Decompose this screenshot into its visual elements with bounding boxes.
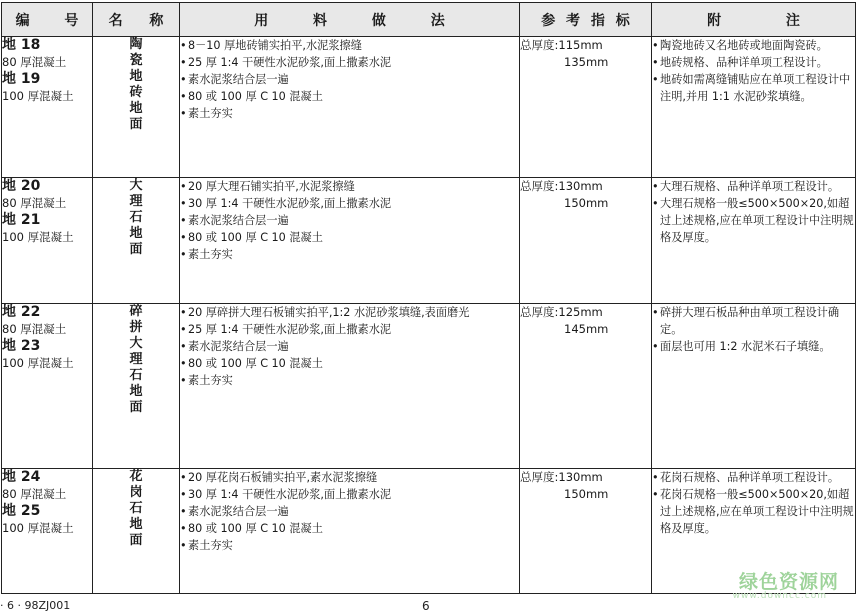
header-note: 附 注 <box>652 3 856 37</box>
code-secondary: 地 19 <box>2 71 41 87</box>
floor-name: 碎拼大理石地面 <box>129 303 143 415</box>
note-list <box>652 469 855 537</box>
code-primary-desc: 80 厚混凝土 <box>2 196 67 211</box>
note-cell <box>652 178 856 303</box>
total-thickness: 总厚度:130mm <box>520 469 603 484</box>
method-step: • 素土夯实 <box>180 105 519 122</box>
name-cell <box>93 178 180 303</box>
method-step: • 20 厚花岗石板铺实拍平,素水泥浆擦缝 <box>180 469 519 486</box>
watermark-url: www.downcc.com <box>732 591 827 601</box>
header-code: 编 号 <box>2 3 93 37</box>
method-step: • 30 厚 1:4 干硬性水泥砂浆,面上撒素水泥 <box>180 486 519 503</box>
note-cell <box>652 303 856 468</box>
method-step: • 素土夯实 <box>180 246 519 263</box>
note-item: • 陶瓷地砖又名地砖或地面陶瓷砖。 <box>652 37 855 54</box>
floor-spec-table <box>1 2 856 594</box>
method-step: • 30 厚 1:4 干硬性水泥砂浆,面上撒素水泥 <box>180 195 519 212</box>
method-cell <box>180 303 520 468</box>
total-thickness-alt: 150mm <box>564 486 609 501</box>
code-secondary: 地 23 <box>2 337 41 354</box>
note-item: • 大理石规格、品种详单项工程设计。 <box>652 178 855 195</box>
floor-name: 大理石地面 <box>129 178 143 258</box>
footer-page-code: · 6 · 98ZJ001 <box>0 599 71 612</box>
header-reference: 参 考 指 标 <box>520 3 652 37</box>
method-cell <box>180 178 520 303</box>
header-method: 用 料 做 法 <box>180 3 520 37</box>
method-step: • 80 或 100 厚 C 10 混凝土 <box>180 88 519 105</box>
code-primary-desc: 80 厚混凝土 <box>2 321 67 336</box>
code-primary: 地 24 <box>2 468 41 485</box>
footer-page-number: 6 <box>422 599 430 613</box>
code-secondary-desc: 100 厚混凝土 <box>2 520 74 535</box>
note-item: • 花岗石规格、品种详单项工程设计。 <box>652 469 855 486</box>
note-item: • 大理石规格一般≤500×500×20,如超过上述规格,应在单项工程设计中注明规格及厚度。 <box>652 195 855 246</box>
reference-cell <box>520 37 652 178</box>
method-step: • 80 或 100 厚 C 10 混凝土 <box>180 520 519 537</box>
total-thickness: 总厚度:115mm <box>520 38 603 52</box>
floor-name: 陶瓷地砖地面 <box>129 37 143 132</box>
code-cell <box>2 468 93 593</box>
name-cell <box>93 468 180 593</box>
method-step: • 8－10 厚地砖铺实拍平,水泥浆擦缝 <box>180 37 519 54</box>
code-cell <box>2 178 93 303</box>
floor-name: 花岗石地面 <box>129 468 143 548</box>
method-step: • 20 厚大理石铺实拍平,水泥浆擦缝 <box>180 178 519 195</box>
code-secondary: 地 21 <box>2 212 41 229</box>
method-list <box>180 469 519 554</box>
code-primary-desc: 80 厚混凝土 <box>2 486 67 501</box>
method-step: • 80 或 100 厚 C 10 混凝土 <box>180 229 519 246</box>
method-cell <box>180 468 520 593</box>
code-primary: 地 22 <box>2 303 41 320</box>
table-header-row <box>2 3 856 37</box>
note-item: • 地砖规格、品种详单项工程设计。 <box>652 54 855 71</box>
code-primary: 地 18 <box>2 37 41 53</box>
method-cell <box>180 37 520 178</box>
code-secondary-desc: 100 厚混凝土 <box>2 230 74 245</box>
method-step: • 25 厚 1:4 干硬性水泥砂浆,面上撒素水泥 <box>180 321 519 338</box>
reference-cell <box>520 303 652 468</box>
method-step: • 80 或 100 厚 C 10 混凝土 <box>180 355 519 372</box>
code-secondary-desc: 100 厚混凝土 <box>2 355 74 370</box>
table-row <box>2 37 856 178</box>
table-row <box>2 468 856 593</box>
note-item: • 面层也可用 1:2 水泥米石子填缝。 <box>652 338 855 355</box>
method-step: • 素土夯实 <box>180 372 519 389</box>
note-list <box>652 37 855 105</box>
name-cell <box>93 303 180 468</box>
note-item: • 地砖如需离缝铺贴应在单项工程设计中注明,并用 1:1 水泥砂浆填缝。 <box>652 71 855 105</box>
code-secondary-desc: 100 厚混凝土 <box>2 89 74 103</box>
note-cell <box>652 37 856 178</box>
method-step: • 素水泥浆结合层一遍 <box>180 338 519 355</box>
reference-cell <box>520 178 652 303</box>
method-step: • 素水泥浆结合层一遍 <box>180 212 519 229</box>
code-primary-desc: 80 厚混凝土 <box>2 55 67 69</box>
code-cell <box>2 303 93 468</box>
code-secondary: 地 25 <box>2 502 41 519</box>
name-cell <box>93 37 180 178</box>
note-list <box>652 178 855 246</box>
method-step: • 素水泥浆结合层一遍 <box>180 503 519 520</box>
code-primary: 地 20 <box>2 178 41 195</box>
reference-cell <box>520 468 652 593</box>
total-thickness-alt: 145mm <box>564 321 609 336</box>
method-list <box>180 178 519 263</box>
note-list <box>652 304 855 355</box>
method-list <box>180 37 519 122</box>
table-row <box>2 303 856 468</box>
method-step: • 素土夯实 <box>180 537 519 554</box>
watermark-logo-text: 绿色资源网 <box>738 571 839 593</box>
total-thickness: 总厚度:130mm <box>520 179 603 194</box>
header-name: 名 称 <box>93 3 180 37</box>
method-step: • 20 厚碎拼大理石板铺实拍平,1:2 水泥砂浆填缝,表面磨光 <box>180 304 519 321</box>
method-step: • 25 厚 1:4 干硬性水泥砂浆,面上撒素水泥 <box>180 54 519 71</box>
method-step: • 素水泥浆结合层一遍 <box>180 71 519 88</box>
note-item: • 花岗石规格一般≤500×500×20,如超过上述规格,应在单项工程设计中注明规格及厚度。 <box>652 486 855 537</box>
total-thickness-alt: 150mm <box>564 196 609 211</box>
method-list <box>180 304 519 389</box>
note-item: • 碎拼大理石板品种由单项工程设计确定。 <box>652 304 855 338</box>
total-thickness-alt: 135mm <box>564 55 609 69</box>
code-cell <box>2 37 93 178</box>
table-row <box>2 178 856 303</box>
total-thickness: 总厚度:125mm <box>520 304 603 319</box>
